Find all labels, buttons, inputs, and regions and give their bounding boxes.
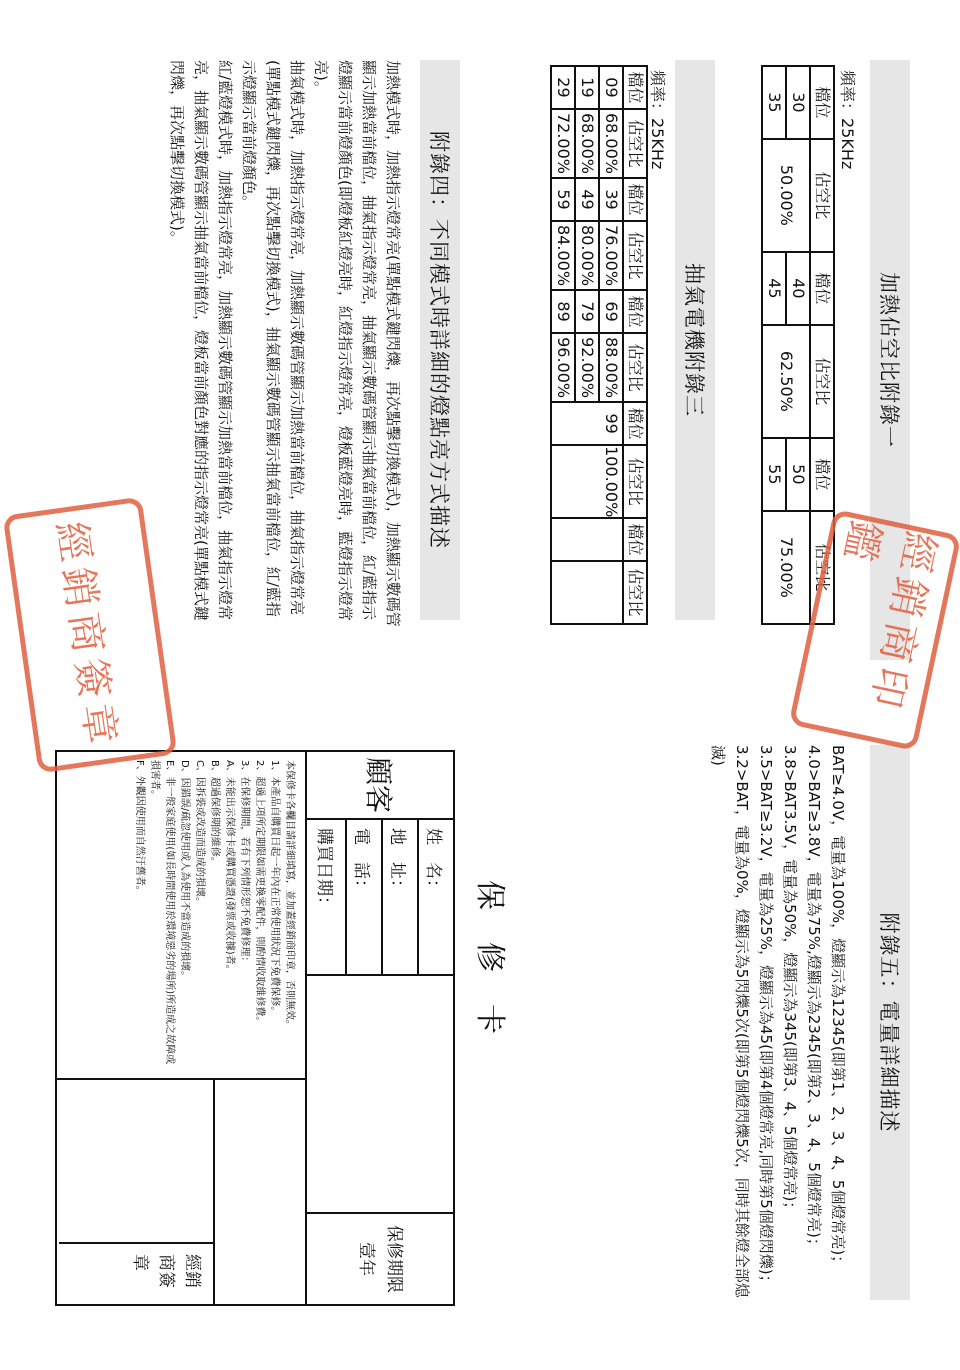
- table-cell: 88.00%: [599, 333, 623, 402]
- warranty-period-text: 保修期限: [384, 1225, 404, 1293]
- table-cell: 92.00%: [575, 333, 599, 402]
- term-item: A、未能出示保修卡或購買憑證(發票或收據)者。: [224, 760, 235, 975]
- dealer-stamp-box: [55, 1080, 305, 1306]
- table-header: 佔空比: [810, 139, 834, 252]
- table-cell: 84.00%: [551, 221, 575, 290]
- table-cell: 68.00%: [575, 109, 599, 178]
- table-header: 檔位: [623, 178, 647, 221]
- purchase-date-field[interactable]: 購買日期：: [314, 828, 335, 913]
- term-item: F、外觀因使用而自然汙舊者。: [134, 760, 145, 896]
- appendix5-line4: 3.5>BAT≥3.2V，電量為25%，燈顯示為45(即第4個燈常亮,同時第5個燈閃爍)；: [757, 745, 775, 1290]
- dealer-stamp-label-cell: [59, 1242, 215, 1304]
- seal-stamp-icon: 經銷商印鑑: [789, 509, 960, 751]
- table-cell: 49: [575, 178, 599, 221]
- appendix4-para3: 紅/藍燈模式時，加熱指示燈常亮，加熱顯示數碼管顯示加熱當前檔位，抽氣指示燈常亮，抽氣顯示數碼管顯示抽氣當前檔位，燈板當前顏色對應的指示燈常亮(單點模式鍵閃爍，再次點擊切換模式)。: [168, 60, 234, 621]
- warranty-terms: [55, 750, 305, 1080]
- appendix5-body: [706, 745, 850, 1305]
- table-cell: 80.00%: [575, 221, 599, 290]
- table-cell: 79: [575, 290, 599, 333]
- table-cell: 29: [551, 66, 575, 109]
- table-cell: 35: [762, 66, 786, 139]
- table-row: [623, 66, 647, 624]
- term-item: C、因拆裝或改造而造成的損壞。: [194, 760, 205, 907]
- appendix4-title: 附錄四：不同模式時詳細的燈點亮方式描述: [420, 60, 460, 620]
- table-cell: 75.00%: [762, 511, 810, 624]
- table-header: 檔位: [623, 402, 647, 445]
- table-header: 檔位: [810, 66, 834, 139]
- table-cell: 39: [599, 178, 623, 221]
- term-item: D、因錯誤/疏忽使用或人為使用不當造成的損壞。: [179, 760, 190, 982]
- phone-field[interactable]: 電 話：: [345, 818, 381, 974]
- warranty-period-box: [305, 976, 455, 1306]
- warranty-card: [55, 750, 555, 1306]
- warranty-period-value: 壹年: [356, 1242, 376, 1276]
- table-header: 佔空比: [623, 109, 647, 178]
- table-cell: 99: [551, 402, 623, 445]
- appendix5-line1: BAT≥4.0V，電量為100%，燈顯示為12345(即第1、2、3、4、5個燈常亮)；: [829, 745, 847, 1271]
- table-header: 檔位: [810, 438, 834, 511]
- table-cell: 30: [786, 66, 810, 139]
- table-cell: 62.50%: [762, 325, 810, 438]
- table-cell: 68.00%: [599, 109, 623, 178]
- warranty-period-label: [307, 1212, 453, 1304]
- customer-label: [307, 752, 453, 820]
- appendix1-title: 加熱佔空比附錄一: [870, 60, 910, 660]
- dealer-stamp-label: 經銷商簽章: [130, 1254, 202, 1288]
- table-cell: 69: [599, 290, 623, 333]
- appendix5-line5: 3.2>BAT，電量為0%，燈顯示為5閃爍5次(即第5個燈閃爍5次，同時其餘燈全部熄滅): [709, 745, 751, 1298]
- term-item: 1、本產品自購買日起一年內在正常使用狀況下免費保修。: [269, 760, 280, 1017]
- table-header: 佔空比: [623, 221, 647, 290]
- table-row: [786, 66, 810, 624]
- table-header: 檔位: [623, 66, 647, 109]
- table-cell: 50: [786, 438, 810, 511]
- appendix1-table: [761, 65, 835, 625]
- table-cell: 72.00%: [551, 109, 575, 178]
- seal-stamp-icon: 經銷商簽章: [3, 497, 178, 774]
- appendix5-title: 附錄五：電量詳細描述: [870, 745, 910, 1300]
- warranty-title: 保修卡: [472, 880, 507, 1066]
- table-cell: 59: [551, 178, 575, 221]
- appendix4-body: [165, 60, 405, 630]
- appendix1-freq: 頻率：25KHz: [838, 70, 857, 170]
- table-cell: 55: [762, 438, 786, 511]
- customer-label-text: 顧客: [362, 756, 395, 813]
- table-cell: [551, 561, 623, 624]
- appendix4-para1: 加熱模式時，加熱指示燈常亮(單點模式鍵閃爍，再次點擊切換模式)，加熱顯示數碼管顯示加熱當前檔位，抽氣指示燈常亮，抽氣顯示數碼管顯示抽氣當前檔位，紅/藍指示燈顯示當前燈顏色(即燈板紅燈亮時，紅燈指示燈常亮，燈板藍燈亮時，藍燈指示燈常亮)。: [312, 60, 402, 627]
- table-header: 佔空比: [623, 561, 647, 624]
- address-field[interactable]: 地 址：: [381, 818, 417, 974]
- term-item: B、超過保修期的維修。: [209, 760, 220, 867]
- appendix3-title: 抽氣電機附錄三: [675, 60, 715, 620]
- dealer-stamp-area: [213, 1080, 305, 1306]
- table-header: 佔空比: [810, 325, 834, 438]
- term-item: 本保修卡各欄目請詳細填寫，並加蓋經銷商印章，否則無效。: [284, 760, 295, 1030]
- customer-info-box: [305, 750, 455, 976]
- table-cell: [551, 518, 623, 560]
- table-cell: 09: [599, 66, 623, 109]
- appendix5-line2: 4.0>BAT≥3.8V，電量為75%,燈顯示為2345(即第2、3、4、5個燈常亮)；: [805, 745, 823, 1253]
- table-header: 佔空比: [810, 511, 834, 624]
- table-header: 檔位: [623, 290, 647, 333]
- table-header: 檔位: [623, 518, 647, 560]
- table-row: [599, 66, 623, 624]
- table-header: 佔空比: [623, 445, 647, 518]
- table-cell: 45: [762, 252, 786, 325]
- table-cell: 50.00%: [762, 139, 810, 252]
- table-cell: 40: [786, 252, 810, 325]
- table-cell: 100.00%: [551, 445, 623, 518]
- appendix4-para2: 抽氣模式時，加熱指示燈常亮，加熱顯示數碼管顯示加熱當前檔位，抽氣指示燈常亮(單點模式鍵閃爍，再次點擊切換模式)，抽氣顯示數碼管顯示抽氣當前檔位，紅/藍指示燈顯示當前燈顏色。: [240, 60, 306, 617]
- appendix5-line3: 3.8>BAT3.5V，電量為50%，燈顯示為345(即第3、4、5個燈常亮)；: [781, 745, 799, 1217]
- appendix3-table: [550, 65, 648, 625]
- name-field[interactable]: 姓 名：: [417, 818, 453, 974]
- appendix3-freq: 頻率：25KHz: [648, 70, 667, 170]
- term-item: E、非一般家庭使用(如長時間使用於環境惡劣的場所)所造成之故障或損害者。: [149, 760, 175, 1065]
- table-cell: 96.00%: [551, 333, 575, 402]
- term-item: 3、在保修期間，若有下列情形恕不免費修理：: [239, 760, 250, 967]
- table-header: 檔位: [810, 252, 834, 325]
- table-cell: 76.00%: [599, 221, 623, 290]
- term-item: 2、超過上項所定期限如需更換零配件，則酌情收取維修費。: [254, 760, 265, 1027]
- table-header: 佔空比: [623, 333, 647, 402]
- table-cell: 19: [575, 66, 599, 109]
- table-cell: 89: [551, 290, 575, 333]
